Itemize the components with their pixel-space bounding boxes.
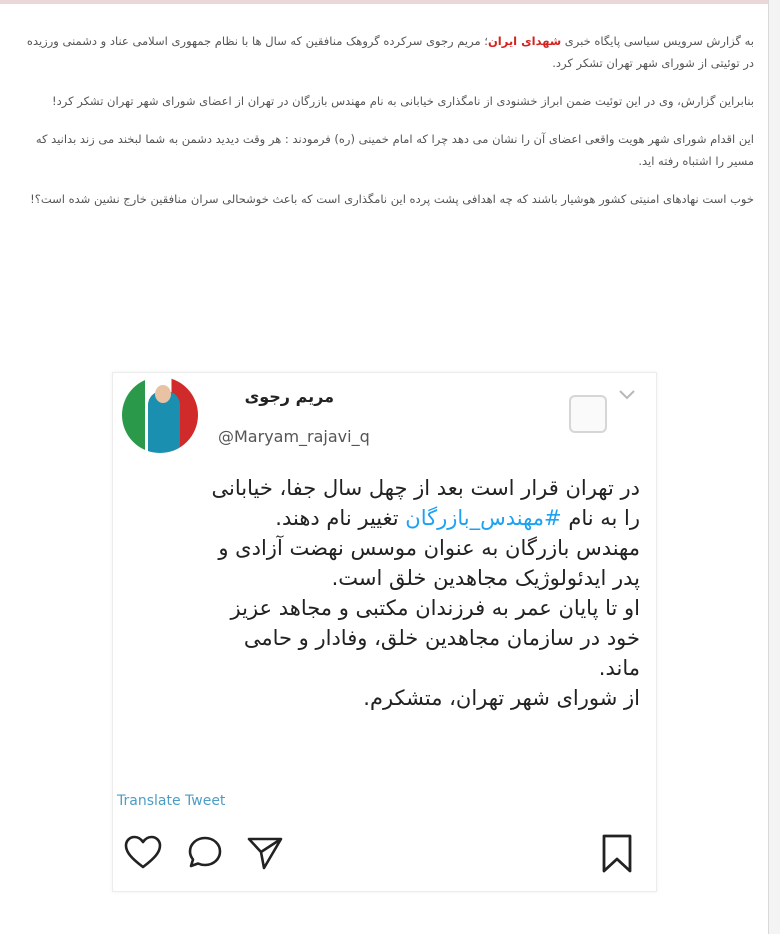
send-icon[interactable] xyxy=(245,833,285,873)
tweet-text xyxy=(140,473,640,713)
tweet-author-name[interactable]: مریم رجوی xyxy=(244,387,334,406)
article-paragraph-3: این اقدام شورای شهر هویت واقعی اعضای آن را نشان می دهد چرا که امام خمینی (ره) فرمودند : هر وقت دیدید دشمن به شما لبخند می زند بدانید که مسیر را اشتباه رفته اید. xyxy=(35,132,754,168)
hashtag-link[interactable]: #مهندس_بازرگان xyxy=(405,506,562,530)
article-body xyxy=(14,30,754,226)
tweet-line: ماند. xyxy=(598,656,640,680)
comment-icon[interactable] xyxy=(185,833,225,873)
translate-tweet-link[interactable]: Translate Tweet xyxy=(117,793,226,809)
article-paragraph-1: به گزارش سرویس سیاسی پایگاه خبری شهدای ایران؛ مریم رجوی سرکرده گروهک منافقین که سال ها با نظام جمهوری اسلامی عناد و دشمنی ورزیده در توئیتی از شورای شهر تهران تشکر کرد. xyxy=(26,34,754,70)
checkbox-icon[interactable] xyxy=(569,395,607,433)
avatar[interactable] xyxy=(122,377,198,453)
tweet-line: او تا پایان عمر به فرزندان مکتبی و مجاهد عزیز xyxy=(230,596,640,620)
bookmark-icon[interactable] xyxy=(599,833,635,875)
tweet-line: مهندس بازرگان به عنوان موسس نهضت آزادی و xyxy=(218,536,640,560)
tweet-author-handle[interactable]: @Maryam_rajavi_q xyxy=(218,427,370,446)
article-paragraph-2: بنابراین گزارش، وی در این توئیت ضمن ابراز خشنودی از نامگذاری خیابانی به نام مهندس بازرگان در تهران از اعضای شورای شهر تهران تشکر کرد! xyxy=(52,94,754,108)
tweet-line: از شورای شهر تهران، متشکرم. xyxy=(363,686,640,710)
chevron-down-icon[interactable] xyxy=(618,389,636,401)
tweet-line: را به نام #مهندس_بازرگان تغییر نام دهند. xyxy=(275,506,640,530)
tweet-line: در تهران قرار است بعد از چهل سال جفا، خیابانی xyxy=(211,476,640,500)
tweet-line: خود در سازمان مجاهدین خلق، وفادار و حامی xyxy=(243,626,640,650)
tweet-line: پدر ایدئولوژیک مجاهدین خلق است. xyxy=(331,566,640,590)
article-paragraph-4: خوب است نهادهای امنیتی کشور هوشیار باشند که چه اهدافی پشت پرده این نامگذاری است که باعث خوشحالی سران منافقین خارج نشین شده است؟! xyxy=(30,192,754,206)
embedded-tweet-screenshot xyxy=(112,372,657,892)
tweet-actions xyxy=(113,833,656,879)
heart-icon[interactable] xyxy=(123,833,163,873)
site-name-link[interactable]: شهدای ایران xyxy=(487,34,562,48)
top-border xyxy=(0,0,768,4)
